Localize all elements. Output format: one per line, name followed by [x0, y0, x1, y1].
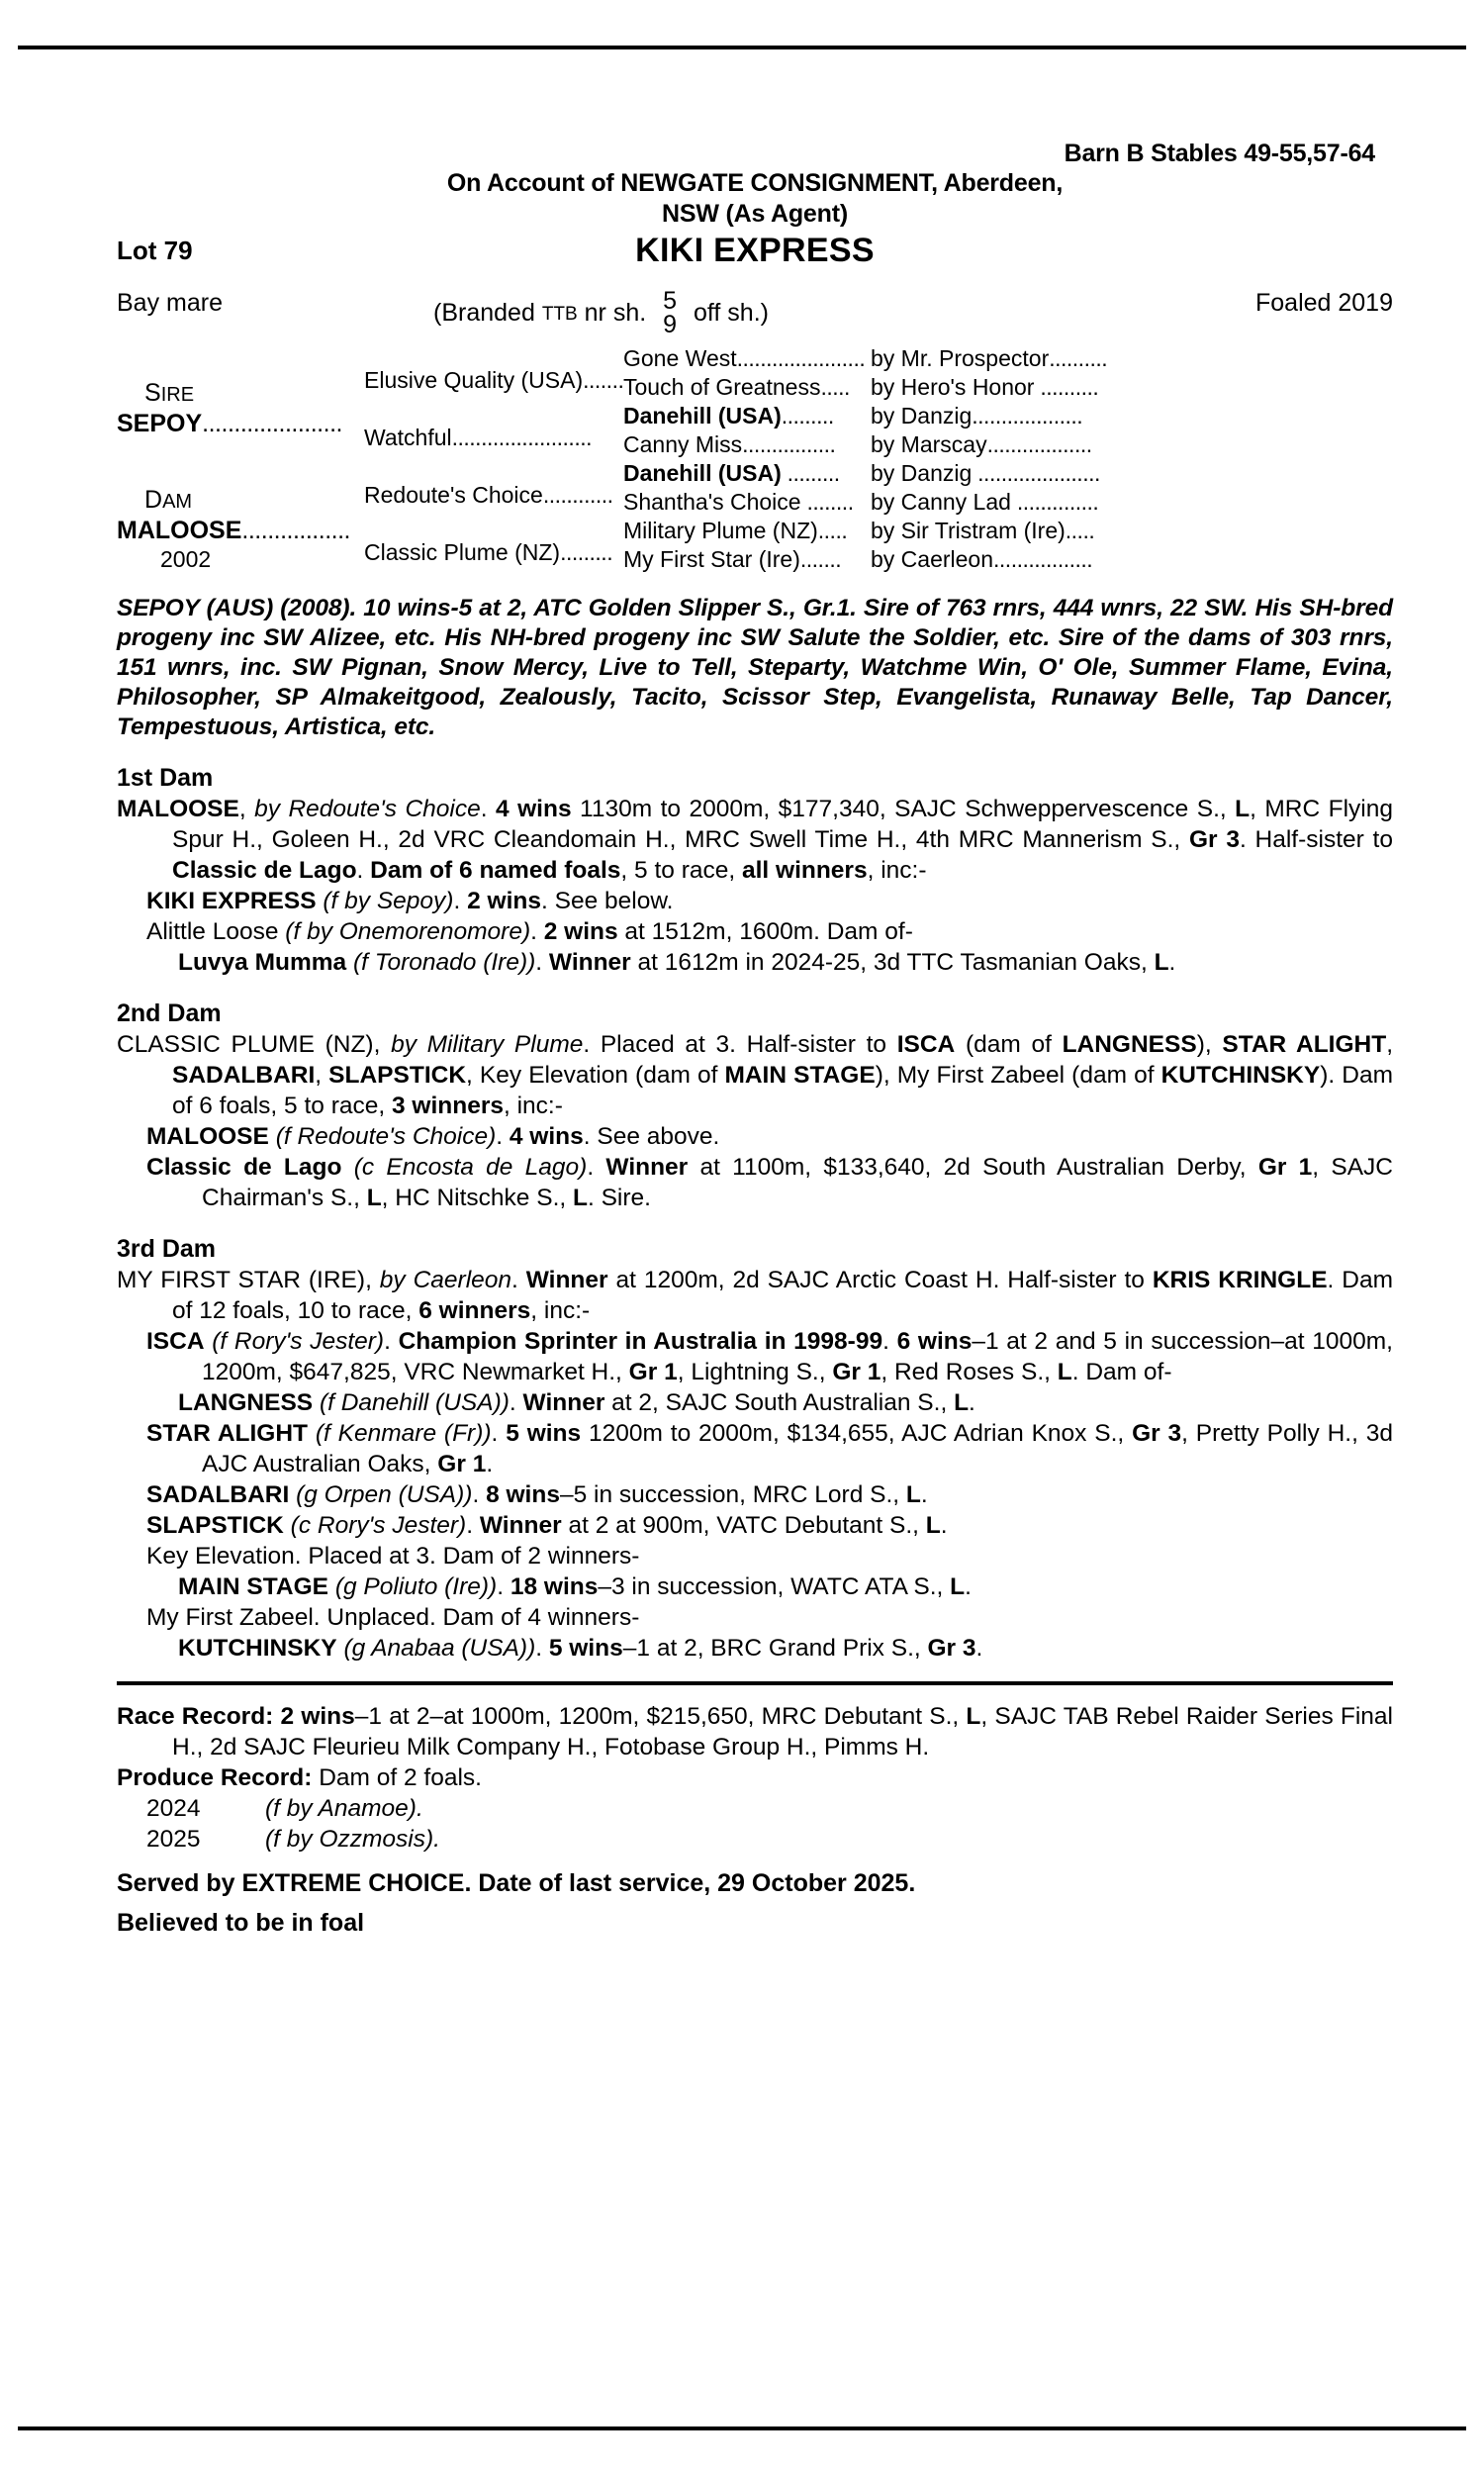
- pedigree-gen3-6: [623, 517, 871, 545]
- progeny-name: KUTCHINSKY: [178, 1635, 337, 1662]
- progeny-parentage: (g Anabaa (USA)): [343, 1635, 536, 1662]
- consignment-line-2: NSW (As Agent): [662, 200, 848, 228]
- pedigree-gen4-5: [871, 488, 1187, 517]
- footer-divider-rule: [117, 1681, 1393, 1685]
- progeny-entry: [117, 1121, 1393, 1152]
- pedigree-dam-block: [117, 487, 364, 574]
- progeny-parentage: (f by Onemorenomore): [285, 918, 531, 945]
- dam-main-sire: by Caerleon: [379, 1267, 512, 1293]
- progeny-name: STAR ALIGHT: [146, 1420, 308, 1447]
- gen2-name: Redoute's Choice: [364, 482, 543, 508]
- progeny-name: Classic de Lago: [146, 1154, 342, 1181]
- produce-record-paragraph: [117, 1762, 1393, 1793]
- gen4-name: by Caerleon: [871, 546, 994, 572]
- progeny-name: ISCA: [146, 1328, 205, 1355]
- progeny-entry: [117, 947, 1393, 978]
- brand-number-fraction: [663, 289, 677, 336]
- progeny-name: Key Elevation.: [146, 1543, 302, 1570]
- pedigree-gen4-7: [871, 545, 1187, 574]
- gen4-dots: ..................: [986, 431, 1092, 457]
- produce-detail: (f by Anamoe).: [265, 1795, 423, 1822]
- gen3-name: Shantha's Choice: [623, 489, 801, 515]
- progeny-name: SADALBARI: [146, 1481, 290, 1508]
- pedigree-gen3-7: [623, 545, 871, 574]
- pedigree-gen2-2: [364, 481, 623, 510]
- progeny-entry: [117, 1602, 1393, 1633]
- pedigree-gen4-0: [871, 344, 1187, 373]
- brand-prefix-label: (Branded: [433, 299, 535, 327]
- gen2-name: Classic Plume (NZ): [364, 539, 561, 565]
- progeny-parentage: (f Danehill (USA)): [319, 1389, 510, 1416]
- gen3-dots: .........: [781, 460, 840, 486]
- gen2-name: Elusive Quality (USA): [364, 367, 584, 393]
- progeny-name: MALOOSE: [146, 1123, 269, 1150]
- sire-label: SIRE: [144, 379, 195, 407]
- produce-record-label: Produce Record:: [117, 1764, 313, 1791]
- pedigree-gen2-1: [364, 424, 623, 452]
- progeny-entry: [117, 1541, 1393, 1571]
- progeny-parentage: (g Orpen (USA)): [296, 1481, 473, 1508]
- race-record-paragraph: [117, 1701, 1393, 1762]
- dam-main-paragraph: MY FIRST STAR (IRE), by Caerleon. Winner at 1200m, 2d SAJC Arctic Coast H. Half-sister to KRIS KRINGLE. Dam of 12 foals, 10 to race, 6 winners, inc:-: [117, 1267, 1393, 1324]
- race-record-label: Race Record:: [117, 1703, 274, 1730]
- progeny-text: . 8 wins–5 in succession, MRC Lord S., L.: [472, 1481, 928, 1508]
- gen4-name: by Danzig: [871, 460, 973, 486]
- progeny-text: . Champion Sprinter in Australia in 1998-99. 6 wins–1 at 2 and 5 in succession–at 1000m, 1200m, $647,825, VRC Newmarket H., Gr 1, Lightning S., Gr 1, Red Roses S., L. Dam of-: [202, 1328, 1393, 1385]
- dam-year: 2002: [160, 546, 212, 572]
- progeny-parentage: (f by Sepoy): [323, 888, 454, 914]
- race-record-text: 2 wins–1 at 2–at 1000m, 1200m, $215,650, MRC Debutant S., L, SAJC TAB Rebel Raider Series Final H., 2d SAJC Fleurieu Milk Company H., Fotobase Group H., Pimms H.: [172, 1703, 1393, 1760]
- gen4-dots: .................: [993, 546, 1093, 572]
- pedigree-gen4-2: [871, 402, 1187, 430]
- sire-name: SEPOY: [117, 410, 203, 437]
- gen3-name: Gone West: [623, 345, 737, 371]
- dam-main-paragraph: MALOOSE, by Redoute's Choice. 4 wins 1130m to 2000m, $177,340, SAJC Schweppervescence S., L, MRC Flying Spur H., Goleen H., 2d VRC Cleandomain H., MRC Swell Time H., 4th MRC Mannerism S., Gr 3. Half-sister to Classic de Lago. Dam of 6 named foals, 5 to race, all winners, inc:-: [117, 796, 1393, 884]
- gen3-dots: ......................: [736, 345, 866, 371]
- dam-section-heading: 3rd Dam: [117, 1235, 217, 1263]
- sire-summary-paragraph: SEPOY (AUS) (2008). 10 wins-5 at 2, ATC Golden Slipper S., Gr.1. Sire of 763 rnrs, 444 wnrs, 22 SW. His SH-bred progeny inc SW Alizee, etc. His NH-bred progeny inc SW Salute the Soldier, etc. Sire of the dams of 303 rnrs, 151 wnrs, inc. SW Pignan, Snow Mercy, Live to Tell, Steparty, Watchme Win, O' Ole, Summer Flame, Evina, Philosopher, SP Almakeitgood, Zealously, Tacito, Scissor Step, Evangelista, Runaway Belle, Tap Dancer, Tempestuous, Artistica, etc.: [117, 595, 1393, 740]
- barn-stables-line: Barn B Stables 49-55,57-64: [1064, 140, 1375, 167]
- dam-main-text: . Winner at 1200m, 2d SAJC Arctic Coast H. Half-sister to KRIS KRINGLE. Dam of 12 foals, 10 to race, 6 winners, inc:-: [172, 1267, 1393, 1324]
- pedigree-gen4-3: [871, 430, 1187, 459]
- progeny-entry: [117, 1510, 1393, 1541]
- colour-and-sex: Bay mare: [117, 289, 223, 317]
- dam-main-text: . 4 wins 1130m to 2000m, $177,340, SAJC Schweppervescence S., L, MRC Flying Spur H., Goleen H., 2d VRC Cleandomain H., MRC Swell Time H., 4th MRC Mannerism S., Gr 3. Half-sister to Classic de Lago. Dam of 6 named foals, 5 to race, all winners, inc:-: [172, 796, 1393, 884]
- brand-off-shoulder-label: off sh.): [694, 299, 769, 327]
- gen4-dots: ...................: [972, 403, 1083, 428]
- dam-main-name: MALOOSE: [117, 796, 239, 822]
- footer-block: [117, 1701, 1393, 1940]
- gen4-dots: ..........: [1049, 345, 1108, 371]
- lot-title-row: [117, 232, 1393, 281]
- pedigree-gen4-6: [871, 517, 1187, 545]
- progeny-text: Placed at 3. Dam of 2 winners-: [301, 1543, 640, 1570]
- gen4-name: by Canny Lad: [871, 489, 1011, 515]
- progeny-entry: [117, 1387, 1393, 1418]
- lot-number: Lot 79: [117, 236, 193, 265]
- consignment-line-1: On Account of NEWGATE CONSIGNMENT, Aberdeen,: [446, 169, 1064, 197]
- progeny-name: MAIN STAGE: [178, 1573, 328, 1600]
- progeny-text: . Winner at 2 at 900m, VATC Debutant S., L.: [466, 1512, 948, 1539]
- pedigree-gen4-4: [871, 459, 1187, 488]
- gen3-name: Military Plume (NZ): [623, 518, 818, 543]
- produce-row: [117, 1824, 1393, 1855]
- dam-name-row: [117, 516, 364, 545]
- branding-details: [433, 289, 769, 336]
- gen4-dots: .....: [1065, 518, 1095, 543]
- gen3-name: My First Star (Ire): [623, 546, 800, 572]
- gen3-name: Danehill (USA): [623, 403, 782, 428]
- progeny-name: Luvya Mumma: [178, 949, 347, 976]
- gen4-dots: .....................: [972, 460, 1100, 486]
- progeny-entry: [117, 1152, 1393, 1213]
- page-title: KIKI EXPRESS: [635, 232, 875, 269]
- gen3-dots: ................: [742, 431, 836, 457]
- gen2-dots: .........: [560, 539, 613, 565]
- gen4-name: by Marscay: [871, 431, 987, 457]
- gen3-dots: ........: [800, 489, 854, 515]
- progeny-name: SLAPSTICK: [146, 1512, 284, 1539]
- progeny-entry: [117, 1633, 1393, 1664]
- pedigree-gen3-2: [623, 402, 871, 430]
- in-foal-status: Believed to be in foal: [117, 1909, 365, 1937]
- produce-record-text: Dam of 2 foals.: [312, 1764, 482, 1791]
- progeny-entry: [117, 886, 1393, 916]
- gen2-name: Watchful: [364, 425, 452, 450]
- brand-symbol: TTB: [541, 304, 578, 325]
- progeny-name: LANGNESS: [178, 1389, 314, 1416]
- progeny-entry: [117, 916, 1393, 947]
- gen4-name: by Sir Tristram (Ire): [871, 518, 1066, 543]
- gen4-dots: ..............: [1010, 489, 1099, 515]
- progeny-parentage: (f Redoute's Choice): [275, 1123, 497, 1150]
- dam-section-heading: 2nd Dam: [117, 999, 222, 1027]
- gen4-name: by Hero's Honor: [871, 374, 1035, 400]
- pedigree-gen4-1: [871, 373, 1187, 402]
- page-bottom-rule: [18, 2426, 1466, 2430]
- progeny-parentage: (f Kenmare (Fr)): [315, 1420, 492, 1447]
- produce-row: [117, 1793, 1393, 1824]
- progeny-entry: [117, 1326, 1393, 1387]
- horse-description-row: [117, 281, 1393, 338]
- produce-list: [117, 1793, 1393, 1855]
- dam-sections: [117, 764, 1393, 1664]
- gen2-dots: .......: [583, 367, 624, 393]
- progeny-text: . Winner at 1612m in 2024-25, 3d TTC Tasmanian Oaks, L.: [535, 949, 1176, 976]
- dam-main-name: CLASSIC PLUME (NZ): [117, 1031, 374, 1058]
- served-by-line: Served by EXTREME CHOICE. Date of last service, 29 October 2025.: [117, 1869, 916, 1897]
- dam-section-heading: 1st Dam: [117, 764, 214, 792]
- gen3-dots: .....: [820, 374, 850, 400]
- progeny-text: . 18 wins–3 in succession, WATC ATA S., L.: [497, 1573, 972, 1600]
- progeny-name: KIKI EXPRESS: [146, 888, 317, 914]
- pedigree-sire-block: [117, 380, 364, 438]
- progeny-parentage: (f Rory's Jester): [212, 1328, 385, 1355]
- progeny-text: Unplaced. Dam of 4 winners-: [320, 1604, 640, 1631]
- foaled-year: Foaled 2019: [1254, 289, 1393, 317]
- dam-dots: .................: [241, 517, 350, 544]
- progeny-parentage: (c Rory's Jester): [290, 1512, 467, 1539]
- produce-detail: (f by Ozzmosis).: [265, 1826, 440, 1853]
- pedigree-gen3-3: [623, 430, 871, 459]
- page-content: [117, 139, 1393, 1940]
- gen3-dots: .....: [817, 518, 848, 543]
- brand-near-shoulder-label: nr sh.: [584, 299, 647, 327]
- progeny-parentage: (f Toronado (Ire)): [353, 949, 536, 976]
- produce-year: 2024: [146, 1795, 201, 1822]
- progeny-text: . 4 wins. See above.: [496, 1123, 720, 1150]
- pedigree-gen3-1: [623, 373, 871, 402]
- gen3-name: Danehill (USA): [623, 460, 782, 486]
- dam-label: DAM: [144, 486, 193, 514]
- progeny-parentage: (g Poliuto (Ire)): [334, 1573, 498, 1600]
- produce-year: 2025: [146, 1826, 201, 1853]
- progeny-text: . 5 wins 1200m to 2000m, $134,655, AJC Adrian Knox S., Gr 3, Pretty Polly H., 3d AJC Australian Oaks, Gr 1.: [202, 1420, 1393, 1477]
- pedigree-table: [117, 344, 1393, 580]
- progeny-text: . Winner at 1100m, $133,640, 2d South Australian Derby, Gr 1, SAJC Chairman's S., L, HC Nitschke S., L. Sire.: [202, 1154, 1393, 1211]
- pedigree-gen2-0: [364, 366, 623, 395]
- dam-main-sire: by Military Plume: [391, 1031, 584, 1058]
- progeny-text: . 5 wins–1 at 2, BRC Grand Prix S., Gr 3.: [535, 1635, 983, 1662]
- progeny-text: . Winner at 2, SAJC South Australian S., L.: [509, 1389, 975, 1416]
- dam-main-text: . Placed at 3. Half-sister to ISCA (dam of LANGNESS), STAR ALIGHT, SADALBARI, SLAPSTICK, Key Elevation (dam of MAIN STAGE), My First Zabeel (dam of KUTCHINSKY). Dam of 6 foals, 5 to race, 3 winners, inc:-: [172, 1031, 1393, 1119]
- pedigree-gen3-0: [623, 344, 871, 373]
- gen3-dots: .........: [781, 403, 834, 428]
- sire-dots: ......................: [202, 410, 342, 437]
- progeny-text: . 2 wins at 1512m, 1600m. Dam of-: [530, 918, 913, 945]
- sire-name-row: [117, 409, 364, 438]
- dam-main-paragraph: CLASSIC PLUME (NZ), by Military Plume. Placed at 3. Half-sister to ISCA (dam of LANGNESS), STAR ALIGHT, SADALBARI, SLAPSTICK, Key Elevation (dam of MAIN STAGE), My First Zabeel (dam of KUTCHINSKY). Dam of 6 foals, 5 to race, 3 winners, inc:-: [117, 1031, 1393, 1119]
- dam-main-name: MY FIRST STAR (IRE): [117, 1267, 366, 1293]
- progeny-name: My First Zabeel.: [146, 1604, 321, 1631]
- gen2-dots: ........................: [451, 425, 592, 450]
- gen4-name: by Danzig: [871, 403, 973, 428]
- gen3-name: Canny Miss: [623, 431, 743, 457]
- gen4-dots: ..........: [1034, 374, 1099, 400]
- gen3-dots: .......: [799, 546, 842, 572]
- dam-main-sire: by Redoute's Choice: [254, 796, 481, 822]
- pedigree-gen3-4: [623, 459, 871, 488]
- progeny-parentage: (c Encosta de Lago): [353, 1154, 588, 1181]
- progeny-text: . 2 wins. See below.: [453, 888, 674, 914]
- gen4-name: by Mr. Prospector: [871, 345, 1050, 371]
- gen3-name: Touch of Greatness: [623, 374, 821, 400]
- progeny-name: Alittle Loose: [146, 918, 279, 945]
- brand-numerator: 5: [663, 287, 678, 315]
- brand-denominator: 9: [663, 311, 678, 338]
- gen2-dots: ............: [542, 482, 613, 508]
- progeny-entry: [117, 1418, 1393, 1479]
- page-top-rule: [18, 46, 1466, 49]
- dam-name: MALOOSE: [117, 517, 242, 544]
- progeny-entry: [117, 1571, 1393, 1602]
- progeny-entry: [117, 1479, 1393, 1510]
- pedigree-gen3-5: [623, 488, 871, 517]
- pedigree-gen2-3: [364, 538, 623, 567]
